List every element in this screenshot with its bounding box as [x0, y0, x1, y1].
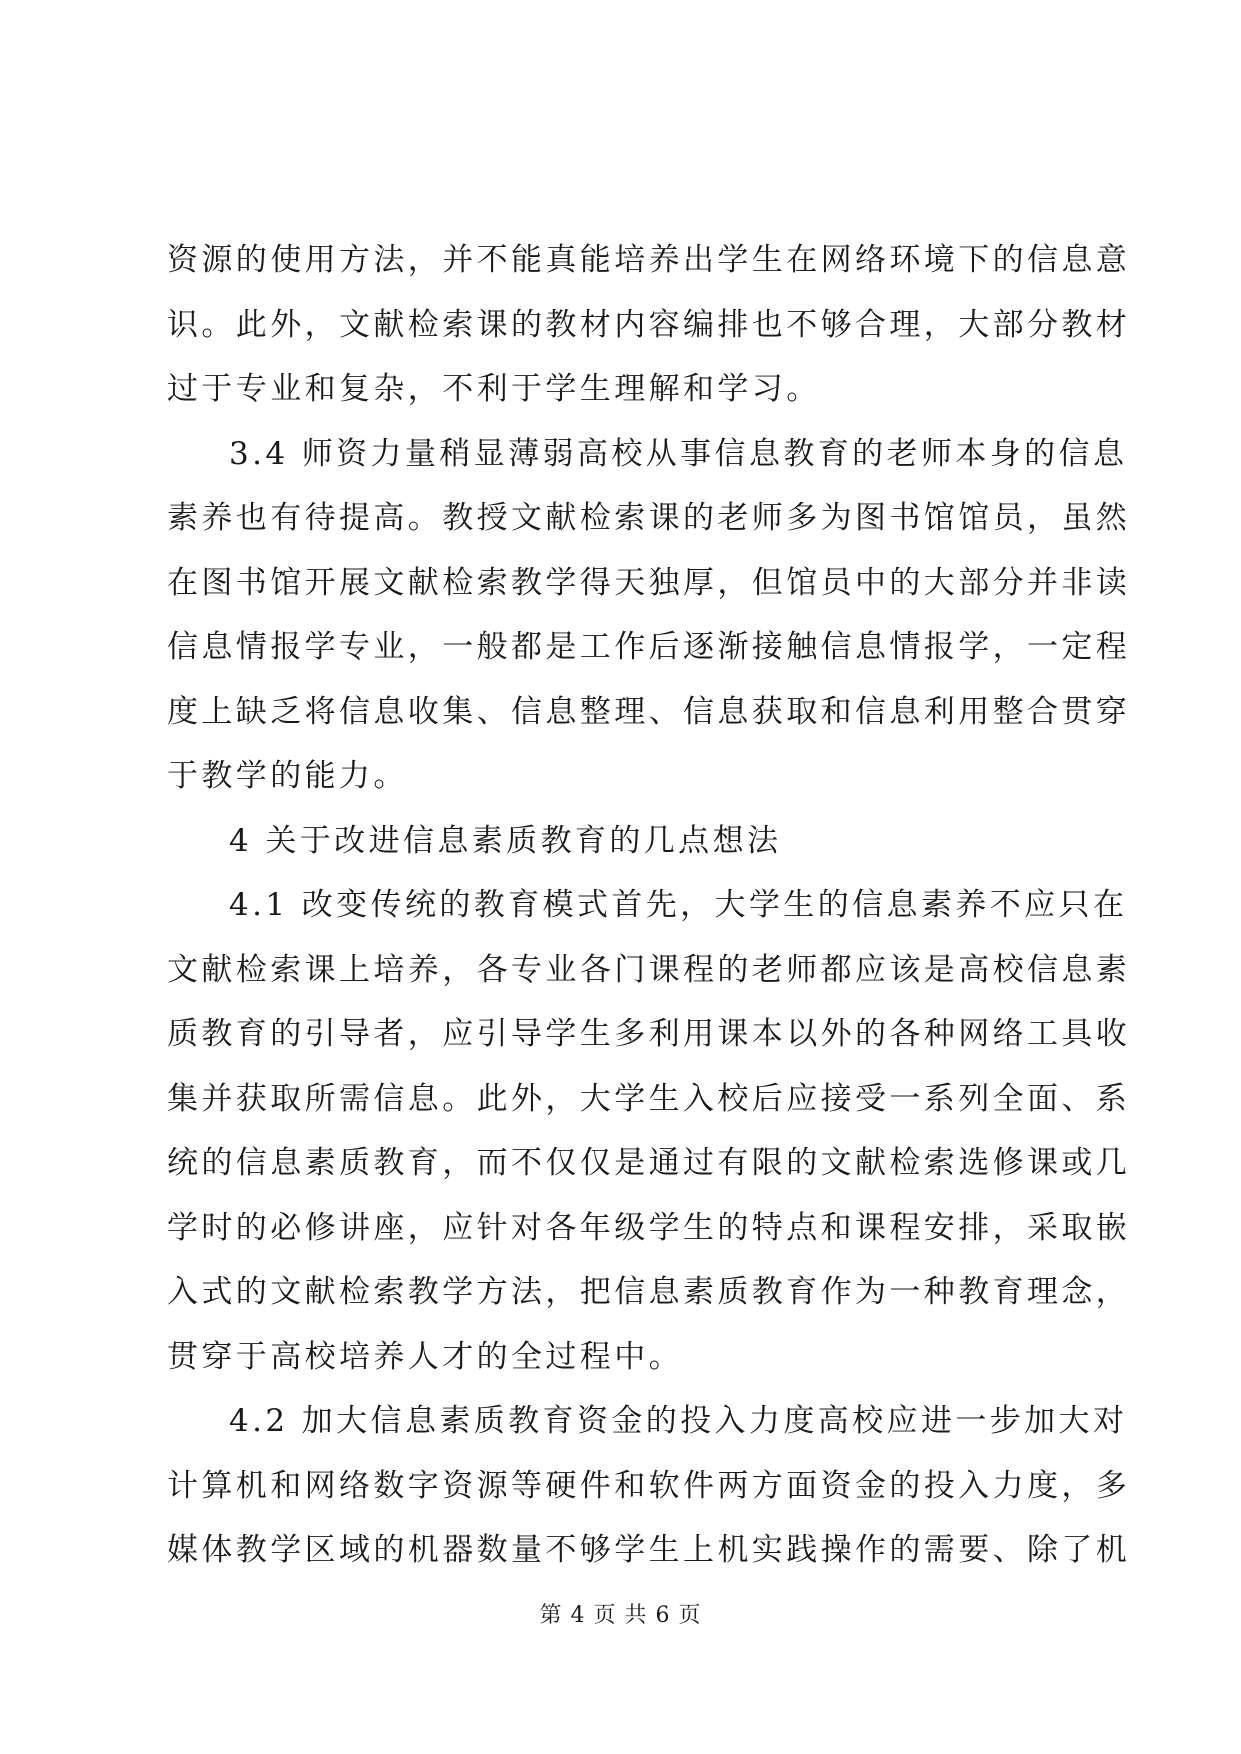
text-line: 过于专业和复杂，不利于学生理解和学习。	[167, 371, 821, 407]
text-line: 资源的使用方法，并不能真能培养出学生在网络环境下的信息意	[167, 242, 1131, 278]
text-line: 入式的文献检索教学方法，把信息素质教育作为一种教育理念，	[167, 1274, 1131, 1310]
text-line: 度上缺乏将信息收集、信息整理、信息获取和信息利用整合贯穿	[167, 693, 1131, 730]
text-line: 素养也有待提高。教授文献检索课的老师多为图书馆馆员，虽然	[167, 500, 1131, 536]
body-text	[167, 228, 1131, 1583]
text-line: 4.1 改变传统的教育模式首先，大学生的信息素养不应只在	[229, 887, 1128, 923]
text-line: 集并获取所需信息。此外，大学生入校后应接受一系列全面、系	[167, 1080, 1131, 1117]
text-line: 质教育的引导者，应引导学生多利用课本以外的各种网络工具收	[167, 1016, 1131, 1052]
text-line: 在图书馆开展文献检索教学得天独厚，但馆员中的大部分并非读	[167, 564, 1131, 601]
page-footer: 第 4 页 共 6 页	[539, 1603, 702, 1628]
text-line: 4 关于改进信息素质教育的几点想法	[229, 822, 782, 859]
text-line: 于教学的能力。	[167, 758, 408, 794]
text-line: 4.2 加大信息素质教育资金的投入力度高校应进一步加大对	[229, 1403, 1128, 1439]
text-line: 学时的必修讲座，应针对各年级学生的特点和课程安排，采取嵌	[167, 1209, 1131, 1246]
text-line: 贯穿于高校培养人才的全过程中。	[167, 1338, 683, 1375]
text-line: 信息情报学专业，一般都是工作后逐渐接触信息情报学，一定程	[167, 629, 1131, 665]
text-line: 计算机和网络数字资源等硬件和软件两方面资金的投入力度，多	[167, 1467, 1131, 1504]
text-line: 文献检索课上培养，各专业各门课程的老师都应该是高校信息素	[167, 951, 1131, 988]
text-line: 识。此外，文献检索课的教材内容编排也不够合理，大部分教材	[167, 306, 1131, 343]
text-line: 3.4 师资力量稍显薄弱高校从事信息教育的老师本身的信息	[229, 435, 1128, 472]
text-line: 媒体教学区域的机器数量不够学生上机实践操作的需要、除了机	[167, 1532, 1131, 1568]
text-line: 统的信息素质教育，而不仅仅是通过有限的文献检索选修课或几	[167, 1145, 1131, 1181]
